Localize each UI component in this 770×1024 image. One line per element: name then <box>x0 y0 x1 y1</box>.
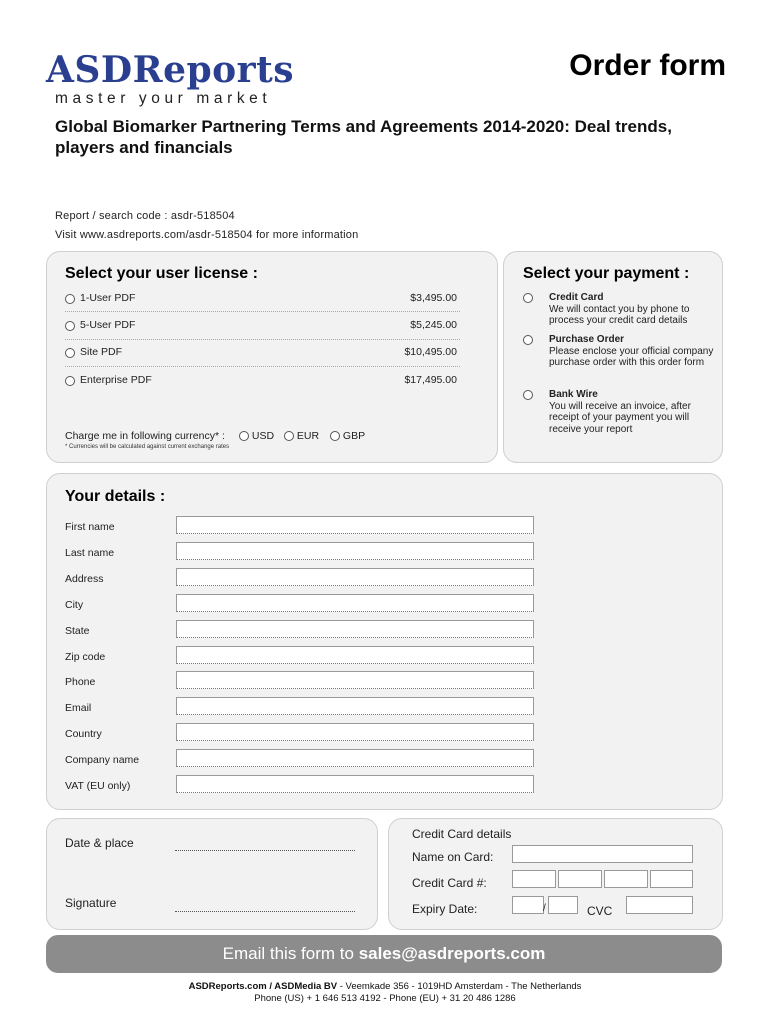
field-label-company-name: Company name <box>65 754 140 766</box>
currency-radio[interactable] <box>239 431 249 441</box>
logo-asd: ASD <box>46 49 133 91</box>
currency-usd[interactable] <box>239 430 274 442</box>
expiry-year-input[interactable] <box>548 896 578 914</box>
address-input[interactable] <box>176 568 534 586</box>
license-radio[interactable] <box>65 376 75 386</box>
payment-radio-bank-wire[interactable] <box>523 390 533 400</box>
footer-address: - Veemkade 356 - 1019HD Amsterdam - The Netherlands <box>337 981 582 992</box>
credit-card-heading: Credit Card details <box>412 827 512 841</box>
signature-label: Signature <box>65 896 117 910</box>
first-name-input[interactable] <box>176 516 534 534</box>
email-input[interactable] <box>176 697 534 715</box>
license-price: $10,495.00 <box>404 346 457 358</box>
logo-reports: Reports <box>132 49 295 91</box>
visit-line: Visit www.asdreports.com/asdr-518504 for more information <box>55 229 359 241</box>
currency-label: Charge me in following currency* : <box>65 430 225 442</box>
field-label-country: Country <box>65 728 102 740</box>
currency-text: GBP <box>342 430 366 442</box>
payment-desc: We will contact you by phone to process your credit card details <box>549 303 690 326</box>
currency-radio[interactable] <box>284 431 294 441</box>
company-name-input[interactable] <box>176 749 534 767</box>
license-heading: Select your user license : <box>65 265 258 282</box>
license-label: 1-User PDF <box>80 292 136 304</box>
field-label-last-name: Last name <box>65 547 115 559</box>
city-input[interactable] <box>176 594 534 612</box>
license-label: Enterprise PDF <box>80 374 152 386</box>
expiry-slash: / <box>543 903 546 914</box>
signature-panel <box>46 818 378 930</box>
field-label-email: Email <box>65 702 92 714</box>
license-radio[interactable] <box>65 294 75 304</box>
card-number-input-1[interactable] <box>512 870 556 888</box>
divider <box>65 311 460 312</box>
license-price: $5,245.00 <box>410 319 457 331</box>
license-price: $17,495.00 <box>404 374 457 386</box>
payment-desc: You will receive an invoice, after receipt of your payment you will receive your report <box>549 400 691 435</box>
footer-phones: Phone (US) + 1 646 513 4192 - Phone (EU) + 31 20 486 1286 <box>254 993 516 1004</box>
payment-desc: Please enclose your official company purchase order with this order form <box>549 345 714 368</box>
last-name-input[interactable] <box>176 542 534 560</box>
divider <box>65 366 460 367</box>
payment-option-bank-wire[interactable] <box>549 389 714 435</box>
license-label: Site PDF <box>80 346 123 358</box>
cvc-input[interactable] <box>626 896 693 914</box>
field-label-address: Address <box>65 573 104 585</box>
payment-radio-purchase-order[interactable] <box>523 335 533 345</box>
field-label-vat: VAT (EU only) <box>65 780 131 792</box>
email-bar-prefix: Email this form to <box>222 944 359 963</box>
report-title: Global Biomarker Partnering Terms and Agreements 2014-2020: Deal trends, players and financials <box>55 117 672 157</box>
payment-title: Purchase Order <box>549 334 625 345</box>
currency-radio[interactable] <box>330 431 340 441</box>
phone-input[interactable] <box>176 671 534 689</box>
signature-line[interactable] <box>175 911 355 912</box>
license-option-1-user[interactable] <box>65 292 457 306</box>
card-number-input-3[interactable] <box>604 870 648 888</box>
email-bar[interactable] <box>46 935 722 973</box>
card-number-input-2[interactable] <box>558 870 602 888</box>
field-label-zip-code: Zip code <box>65 651 106 663</box>
currency-note: * Currencies will be calculated against current exchange rates <box>65 444 230 450</box>
footer-company: ASDReports.com / ASDMedia BV <box>188 981 338 992</box>
date-place-line[interactable] <box>175 850 355 851</box>
payment-heading: Select your payment : <box>523 265 690 282</box>
asdreports-logo <box>46 50 294 90</box>
currency-text: EUR <box>296 430 320 442</box>
license-radio[interactable] <box>65 321 75 331</box>
field-label-phone: Phone <box>65 676 96 688</box>
license-price: $3,495.00 <box>410 292 457 304</box>
vat-input[interactable] <box>176 775 534 793</box>
payment-option-credit-card[interactable] <box>549 292 714 327</box>
name-on-card-input[interactable] <box>512 845 693 863</box>
currency-gbp[interactable] <box>330 430 365 442</box>
email-bar-address[interactable]: sales@asdreports.com <box>358 944 546 963</box>
license-radio[interactable] <box>65 348 75 358</box>
country-input[interactable] <box>176 723 534 741</box>
details-heading: Your details : <box>65 488 166 505</box>
divider <box>65 339 460 340</box>
payment-option-purchase-order[interactable] <box>549 334 714 369</box>
name-on-card-label: Name on Card: <box>412 850 494 864</box>
date-place-label: Date & place <box>65 836 134 850</box>
field-label-state: State <box>65 625 90 637</box>
expiry-date-label: Expiry Date: <box>412 902 478 916</box>
state-input[interactable] <box>176 620 534 638</box>
currency-eur[interactable] <box>284 430 319 442</box>
footer-address-line <box>0 981 770 992</box>
field-label-city: City <box>65 599 84 611</box>
card-number-label: Credit Card #: <box>412 876 487 890</box>
order-form-title: Order form <box>569 49 726 82</box>
cvc-label: CVC <box>587 904 613 918</box>
license-label: 5-User PDF <box>80 319 136 331</box>
license-option-enterprise[interactable] <box>65 374 457 388</box>
search-code-line: Report / search code : asdr-518504 <box>55 210 235 222</box>
payment-title: Bank Wire <box>549 389 598 400</box>
license-option-site[interactable] <box>65 346 457 360</box>
card-number-input-4[interactable] <box>650 870 693 888</box>
zip-code-input[interactable] <box>176 646 534 664</box>
currency-text: USD <box>251 430 275 442</box>
payment-radio-credit-card[interactable] <box>523 293 533 303</box>
logo-tagline: master your market <box>55 90 272 107</box>
field-label-first-name: First name <box>65 521 115 533</box>
license-option-5-user[interactable] <box>65 319 457 333</box>
expiry-month-input[interactable] <box>512 896 544 914</box>
payment-title: Credit Card <box>549 292 604 303</box>
